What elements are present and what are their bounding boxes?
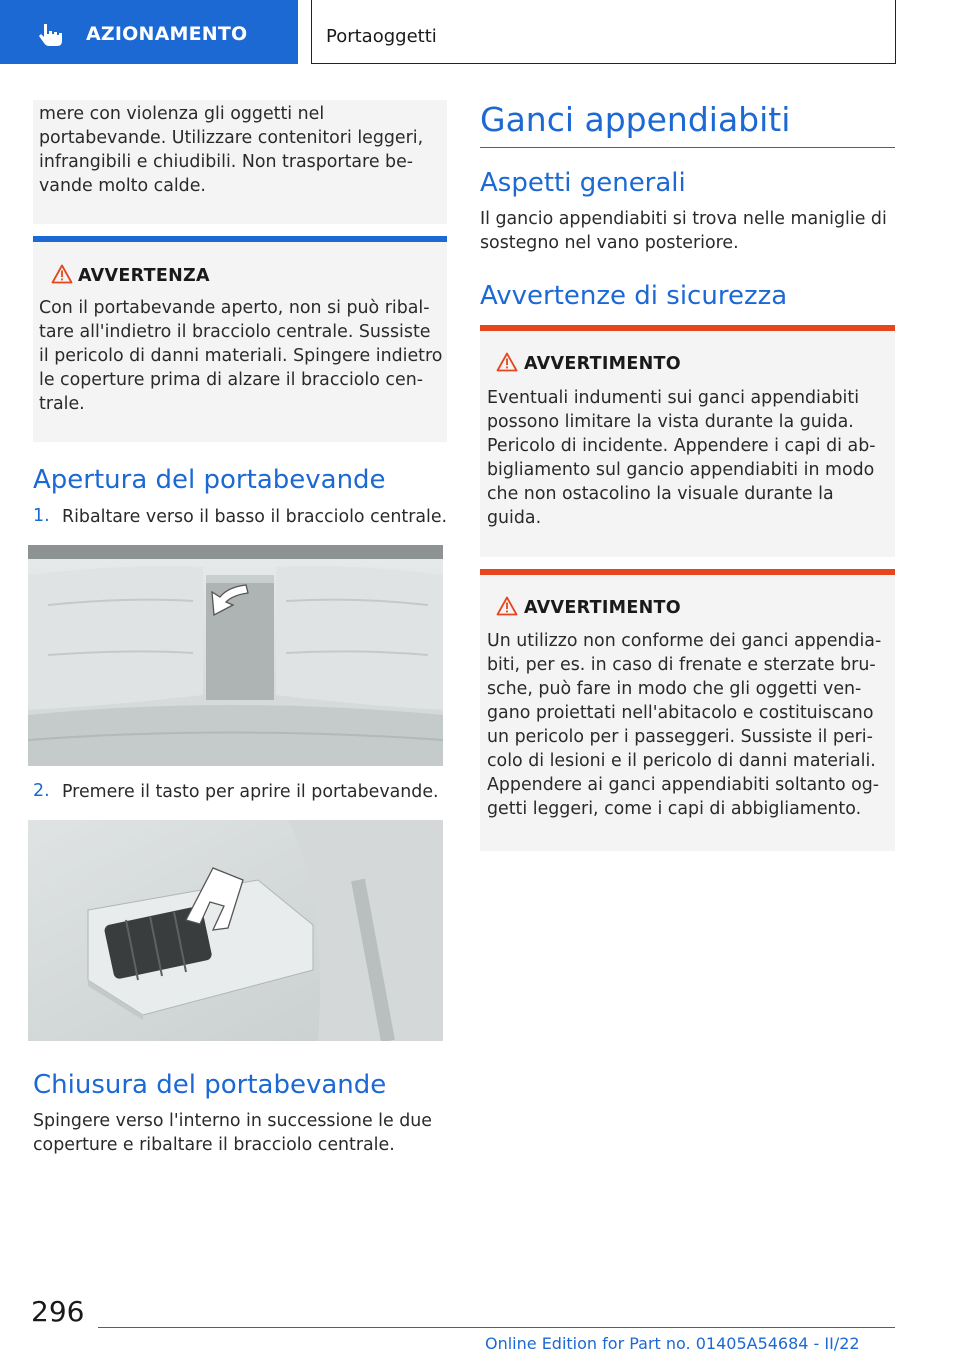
heading-sicurezza: Avvertenze di sicurezza <box>480 281 788 311</box>
warning-title: AVVERTIMENTO <box>524 598 681 618</box>
warning-triangle-icon <box>496 596 518 616</box>
footer-edition: Online Edition for Part no. 01405A54684 - II/22 <box>485 1334 860 1353</box>
warning-line: il pericolo di danni materiali. Spingere indietro <box>39 346 443 366</box>
notice-line: vande molto calde. <box>39 176 206 196</box>
warning-line: gano proiettati nell'abitacolo e costituiscano <box>487 703 874 723</box>
warning-box <box>33 242 447 442</box>
warning-line: guida. <box>487 508 542 528</box>
subsection-header <box>311 0 896 64</box>
heading-chiusura: Chiusura del portabevande <box>33 1070 387 1100</box>
warning-line: possono limitare la vista durante la guida. <box>487 412 854 432</box>
notice-line: infrangibili e chiudibili. Non trasportare be- <box>39 152 414 172</box>
warning-line: bigliamento sul gancio appendiabiti in modo <box>487 460 875 480</box>
heading-rule <box>480 147 895 148</box>
hand-pointer-icon <box>38 22 64 48</box>
page-number: 296 <box>31 1295 85 1328</box>
warning-line: getti leggeri, come i capi di abbigliamento. <box>487 799 862 819</box>
warning-box <box>480 575 895 851</box>
warning-line: Eventuali indumenti sui ganci appendiabiti <box>487 388 860 408</box>
heading-ganci: Ganci appendiabiti <box>480 100 791 139</box>
heading-generali: Aspetti generali <box>480 168 686 198</box>
generali-line: Il gancio appendiabiti si trova nelle maniglie di <box>480 209 887 229</box>
warning-line: Appendere ai ganci appendiabiti soltanto og- <box>487 775 880 795</box>
footer-rule <box>98 1327 895 1328</box>
chiusura-line: coperture e ribaltare il bracciolo centrale. <box>33 1135 395 1155</box>
cupholder-button-photo <box>28 820 443 1041</box>
heading-apertura: Apertura del portabevande <box>33 465 386 495</box>
generali-line: sostegno nel vano posteriore. <box>480 233 739 253</box>
warning-line: Un utilizzo non conforme dei ganci appendia- <box>487 631 882 651</box>
warning-title: AVVERTIMENTO <box>524 354 681 374</box>
warning-line: le coperture prima di alzare il bracciolo cen- <box>39 370 423 390</box>
warning-line: un pericolo per i passeggeri. Sussiste il peri- <box>487 727 873 747</box>
warning-line: tare all'indietro il bracciolo centrale. Sussiste <box>39 322 431 342</box>
warning-line: trale. <box>39 394 85 414</box>
warning-line: Pericolo di incidente. Appendere i capi di ab- <box>487 436 876 456</box>
section-tab[interactable] <box>0 0 298 64</box>
section-label: AZIONAMENTO <box>86 23 248 45</box>
step-number: 1. <box>33 506 50 526</box>
chiusura-line: Spingere verso l'interno in successione le due <box>33 1111 432 1131</box>
notice-line: mere con violenza gli oggetti nel <box>39 104 325 124</box>
warning-line: sche, può fare in modo che gli oggetti ven- <box>487 679 862 699</box>
warning-line: Con il portabevande aperto, non si può ribal- <box>39 298 430 318</box>
step-text: Premere il tasto per aprire il portabevande. <box>62 782 439 802</box>
warning-triangle-icon <box>496 352 518 372</box>
warning-triangle-icon <box>51 264 73 284</box>
notice-continuation-box <box>33 100 447 224</box>
warning-line: biti, per es. in caso di frenate e sterzate bru- <box>487 655 876 675</box>
step-number: 2. <box>33 781 50 801</box>
warning-line: colo di lesioni e il pericolo di danni materiali. <box>487 751 876 771</box>
notice-line: portabevande. Utilizzare contenitori leggeri, <box>39 128 424 148</box>
rear-seat-armrest-photo <box>28 545 443 766</box>
step-text: Ribaltare verso il basso il bracciolo centrale. <box>62 507 448 527</box>
warning-line: che non ostacolino la visuale durante la <box>487 484 834 504</box>
warning-box <box>480 331 895 557</box>
warning-title: AVVERTENZA <box>78 266 210 286</box>
subsection-label: Portaoggetti <box>326 26 437 47</box>
